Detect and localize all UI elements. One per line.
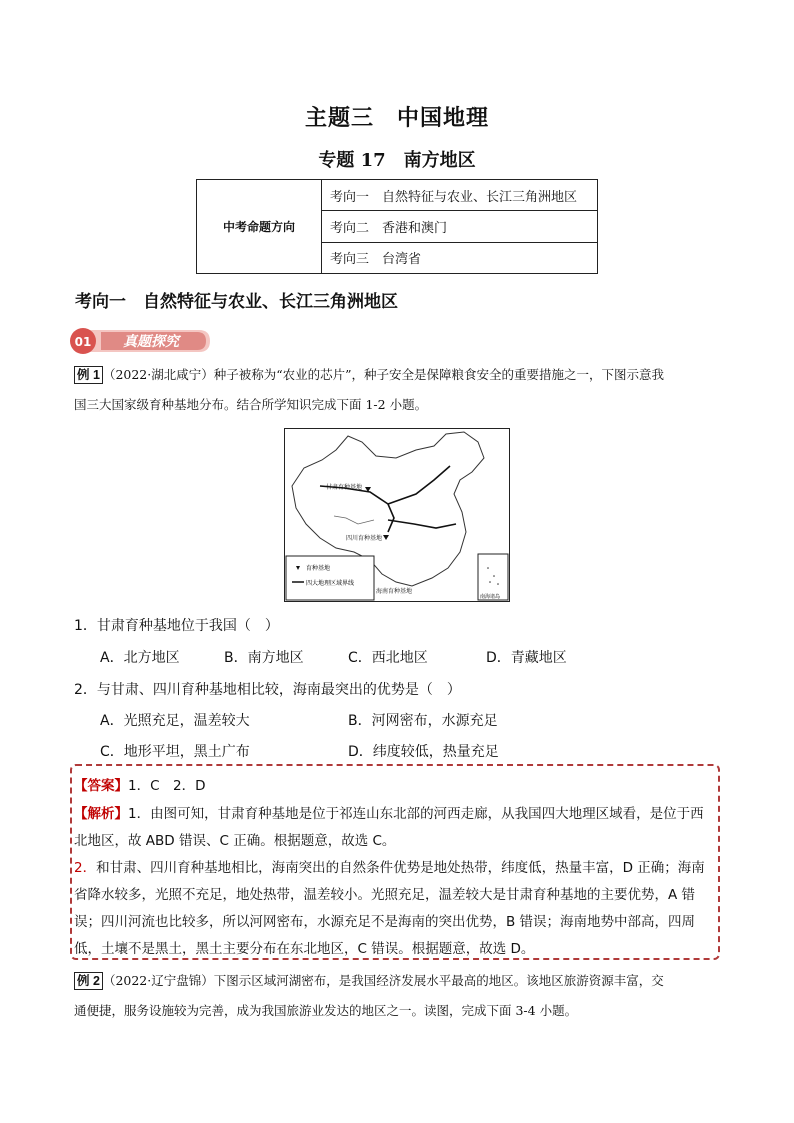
- analysis-line-1: [74, 802, 724, 822]
- section-heading: 考向一 自然特征与农业、长江三角洲地区: [75, 292, 398, 312]
- q1-option-d: D．青藏地区: [486, 650, 567, 666]
- example1-text-1: （2022·湖北咸宁）种子被称为“农业的芯片”，种子安全是保障粮食安全的重要措施之一，下图示意我: [102, 367, 665, 382]
- direction-item-3: 考向三 台湾省: [322, 242, 598, 273]
- q1-stem: 1．甘肃育种基地位于我国（ ）: [74, 618, 279, 634]
- q1-option-a: A．北方地区: [100, 650, 180, 666]
- q1-option-b: B．南方地区: [224, 650, 304, 666]
- q2-stem: 2．与甘肃、四川育种基地相比较，海南最突出的优势是（ ）: [74, 682, 461, 698]
- q2-option-d: D．纬度较低，热量充足: [348, 744, 499, 760]
- banner-number: 01: [74, 335, 92, 349]
- section-banner: [69, 327, 211, 355]
- page-subtitle: 专题 17 南方地区: [318, 150, 476, 171]
- gansu-label: 甘肃育种基地: [326, 484, 363, 491]
- example2-text-2: 通便捷，服务设施较为完善，成为我国旅游业发达的地区之一。读图，完成下面 3-4 小题。: [74, 1003, 578, 1018]
- q2-option-a: A．光照充足，温差较大: [100, 713, 250, 729]
- example2-tag: 例 2: [74, 972, 103, 990]
- direction-item-2: 考向二 香港和澳门: [322, 211, 598, 242]
- example1-line1: [74, 360, 724, 390]
- inset-label: 南海诸岛: [480, 594, 501, 600]
- page-title: 主题三 中国地理: [304, 106, 489, 131]
- q1-option-c: C．西北地区: [348, 650, 428, 666]
- analysis-label: 【解析】: [74, 806, 128, 822]
- banner-text: 真题探究: [123, 334, 179, 350]
- analysis-q2-text-4: 低，土壤不是黑土，黑土主要分布在东北地区，C 错误。根据题意，故选 D。: [74, 941, 535, 957]
- answer-line: [74, 774, 724, 794]
- directions-table: [196, 179, 598, 274]
- analysis-q2-text-1: 和甘肃、四川育种基地相比，海南突出的自然条件优势是地处热带，纬度低，热量丰富，D 正确；海南: [96, 860, 705, 876]
- analysis-q2-number: 2．: [74, 860, 97, 876]
- analysis-q2-text-2: 省降水较多，光照不充足，地处热带，温差较小。光照充足，温差较大是甘肃育种基地的主要优势，A 错: [74, 887, 696, 903]
- map-legend: [286, 556, 374, 600]
- analysis-q2-text-3: 误；四川河流也比较多，所以河网密布，水源充足不是海南的突出优势，B 错误；海南地势中部高，四周: [74, 914, 696, 930]
- analysis-q1-text-1: 1．由图可知，甘肃育种基地是位于祁连山东北部的河西走廊，从我国四大地理区域看，是位于西: [128, 806, 704, 822]
- analysis-q1-text-2: 北地区，故 ABD 错误、C 正确。根据题意，故选 C。: [74, 833, 396, 849]
- direction-item-1: 考向一 自然特征与农业、长江三角洲地区: [322, 180, 598, 211]
- answer-label: 【答案】: [74, 778, 128, 794]
- example1-tag: 例 1: [74, 366, 103, 384]
- legend-base-text: 育种基地: [306, 565, 331, 572]
- analysis-q2-line-1: [74, 856, 724, 876]
- legend-line-text: 四大地理区域界线: [306, 580, 355, 587]
- example1-text-2: 国三大国家级育种基地分布。结合所学知识完成下面 1-2 小题。: [74, 397, 428, 412]
- answer-text: 1．C 2．D: [128, 778, 206, 794]
- hainan-label: 海南育种基地: [376, 588, 413, 595]
- q2-option-c: C．地形平坦，黑土广布: [100, 744, 250, 760]
- china-map: [284, 428, 510, 602]
- directions-label: 中考命题方向: [197, 180, 322, 274]
- q2-option-b: B．河网密布，水源充足: [348, 713, 498, 729]
- example2-text-1: （2022·辽宁盘锦）下图示区域河湖密布，是我国经济发展水平最高的地区。该地区旅游资源丰富，交: [102, 973, 664, 988]
- example2-line1: [74, 966, 724, 996]
- sichuan-label: 四川育种基地: [346, 535, 383, 542]
